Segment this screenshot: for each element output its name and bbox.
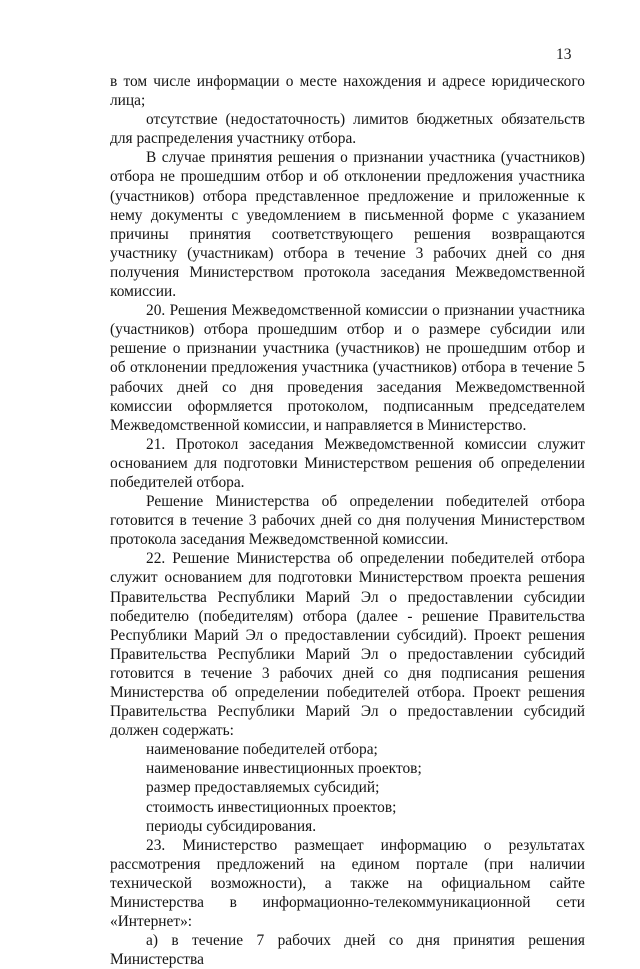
list-item-subsidy-periods: периоды субсидирования. bbox=[146, 817, 317, 835]
paragraph-rejection-return: В случае принятия решения о признании участника (участников) отбора не прошедшим отбор и об отклонении предложения участника (участников) отбора представленное предложение и приложенные к нему документы с уведомлением в письменной форме с указанием причины принятия соответствующего решения возвращаются участнику (участникам) отбора в течение 3 рабочих дней со дня получения Министерством протокола заседания Межведомственной комиссии. bbox=[110, 149, 585, 301]
paragraph-clause-23: 23. Министерство размещает информацию о результатах рассмотрения предложений на едином портале (при наличии технической возможности), а также на официальном сайте Министерства в информационно-телекоммуникационной сети «Интернет»: bbox=[110, 836, 585, 931]
document-body bbox=[110, 72, 585, 969]
paragraph-clause-20: 20. Решения Межведомственной комиссии о признании участника (участников) отбора прошедшим отбор и о размере субсидии или решение о признании участника (участников) не прошедшим отбор и об отклонении предложения участника (участников) отбора в течение 5 рабочих дней со дня проведения заседания Межведомственной комиссии оформляется протоколом, подписанным председателем Межведомственной комиссии, и направляется в Министерство. bbox=[110, 302, 585, 434]
list-item-project-names: наименование инвестиционных проектов; bbox=[146, 760, 422, 778]
page-number: 13 bbox=[556, 46, 572, 63]
paragraph-budget-limits: отсутствие (недостаточность) лимитов бюджетных обязательств для распределения участнику отбора. bbox=[110, 111, 585, 148]
list-item-project-cost: стоимость инвестиционных проектов; bbox=[146, 798, 397, 816]
paragraph-legal-address-continuation: в том числе информации о месте нахождения и адресе юридического лица; bbox=[110, 73, 585, 110]
paragraph-clause-21: 21. Протокол заседания Межведомственной комиссии служит основанием для подготовки Министерством решения об определении победителей отбора. bbox=[110, 435, 585, 491]
list-item-subsidy-amount: размер предоставляемых субсидий; bbox=[146, 779, 380, 797]
paragraph-clause-23-a: а) в течение 7 рабочих дней со дня принятия решения Министерства bbox=[110, 932, 585, 969]
list-item-winners-names: наименование победителей отбора; bbox=[146, 741, 378, 759]
paragraph-clause-22: 22. Решение Министерства об определении победителей отбора служит основанием для подготовки Министерством проекта решения Правительства Республики Марий Эл о предоставлении субсидии победителю (победителям) отбора (далее - решение Правительства Республики Марий Эл о предоставлении субсидий). Проект решения Правительства Республики Марий Эл о предоставлении субсидий готовится в течение 3 рабочих дней со дня подписания решения Министерства об определении победителей отбора. Проект решения Правительства Республики Марий Эл о предоставлении субсидий должен содержать: bbox=[110, 550, 585, 740]
paragraph-ministry-decision-timing: Решение Министерства об определении победителей отбора готовится в течение 3 рабочих дней со дня получения Министерством протокола заседания Межведомственной комиссии. bbox=[110, 493, 585, 549]
